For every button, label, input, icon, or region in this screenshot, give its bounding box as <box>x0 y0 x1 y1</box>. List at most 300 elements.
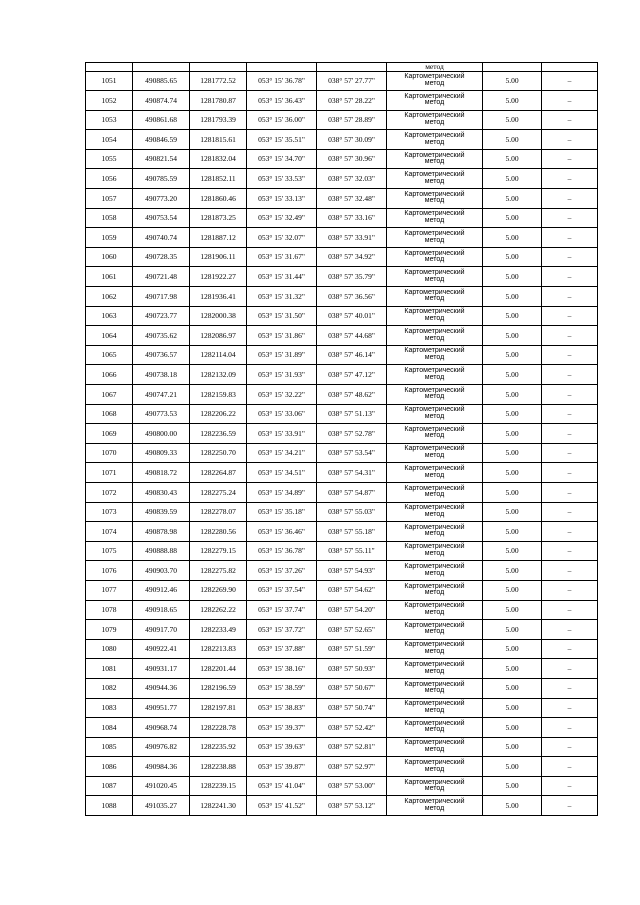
accuracy-cell: 5.00 <box>483 130 542 150</box>
method-line: Картометрический <box>404 621 465 629</box>
method-cell <box>387 600 483 620</box>
longitude-cell: 038° 57' 55.03" <box>317 502 387 522</box>
method-line: Картометрический <box>404 73 465 81</box>
longitude-cell: 038° 57' 53.54" <box>317 443 387 463</box>
method-cell <box>387 757 483 777</box>
note-cell: – <box>542 404 598 424</box>
x-coordinate-cell: 490903.70 <box>133 561 190 581</box>
accuracy-cell: 5.00 <box>483 580 542 600</box>
longitude-cell: 038° 57' 50.74" <box>317 698 387 718</box>
accuracy-cell: 5.00 <box>483 169 542 189</box>
x-coordinate-cell <box>133 63 190 72</box>
latitude-cell: 053° 15' 33.91" <box>247 424 317 444</box>
method-line: Картометрический <box>404 92 465 100</box>
method-line: метод <box>424 471 445 479</box>
table-row <box>86 737 598 757</box>
point-number-cell: 1069 <box>86 424 133 444</box>
y-coordinate-cell: 1282228.78 <box>190 718 247 738</box>
y-coordinate-cell: 1282262.22 <box>190 600 247 620</box>
latitude-cell: 053° 15' 36.78" <box>247 71 317 91</box>
accuracy-cell: 5.00 <box>483 737 542 757</box>
note-cell: – <box>542 189 598 209</box>
latitude-cell: 053° 15' 38.83" <box>247 698 317 718</box>
latitude-cell: 053° 15' 36.00" <box>247 110 317 130</box>
x-coordinate-cell: 491020.45 <box>133 776 190 796</box>
note-cell: – <box>542 287 598 307</box>
longitude-cell: 038° 57' 33.91" <box>317 228 387 248</box>
accuracy-cell: 5.00 <box>483 110 542 130</box>
accuracy-cell: 5.00 <box>483 228 542 248</box>
latitude-cell: 053° 15' 31.86" <box>247 326 317 346</box>
note-cell: – <box>542 306 598 326</box>
note-cell: – <box>542 149 598 169</box>
method-line: метод <box>424 530 445 538</box>
method-cell <box>387 541 483 561</box>
point-number-cell: 1075 <box>86 541 133 561</box>
note-cell: – <box>542 600 598 620</box>
longitude-cell: 038° 57' 30.09" <box>317 130 387 150</box>
table-row <box>86 776 598 796</box>
table-row <box>86 130 598 150</box>
note-cell: – <box>542 169 598 189</box>
note-cell: – <box>542 522 598 542</box>
method-line: метод <box>424 236 445 244</box>
method-cell <box>387 502 483 522</box>
table-row <box>86 149 598 169</box>
accuracy-cell: 5.00 <box>483 326 542 346</box>
longitude-cell: 038° 57' 32.48" <box>317 189 387 209</box>
method-line: Картометрический <box>404 582 465 590</box>
longitude-cell: 038° 57' 51.13" <box>317 404 387 424</box>
method-line: Картометрический <box>404 778 465 786</box>
y-coordinate-cell: 1281780.87 <box>190 91 247 111</box>
accuracy-cell: 5.00 <box>483 639 542 659</box>
method-cell <box>387 580 483 600</box>
note-cell: – <box>542 385 598 405</box>
point-number-cell: 1052 <box>86 91 133 111</box>
longitude-cell: 038° 57' 28.22" <box>317 91 387 111</box>
latitude-cell: 053° 15' 33.53" <box>247 169 317 189</box>
latitude-cell: 053° 15' 38.59" <box>247 678 317 698</box>
latitude-cell: 053° 15' 34.21" <box>247 443 317 463</box>
accuracy-cell: 5.00 <box>483 541 542 561</box>
y-coordinate-cell: 1281873.25 <box>190 208 247 228</box>
method-line: метод <box>424 412 445 420</box>
method-line: метод <box>424 393 445 401</box>
table-row <box>86 169 598 189</box>
method-cell <box>387 424 483 444</box>
note-cell: – <box>542 502 598 522</box>
method-line: метод <box>424 216 445 224</box>
y-coordinate-cell: 1281815.61 <box>190 130 247 150</box>
y-coordinate-cell: 1282275.24 <box>190 482 247 502</box>
method-line: метод <box>424 687 445 695</box>
y-coordinate-cell: 1281922.27 <box>190 267 247 287</box>
method-line: Картометрический <box>404 523 465 531</box>
longitude-cell: 038° 57' 52.81" <box>317 737 387 757</box>
point-number-cell: 1066 <box>86 365 133 385</box>
method-cell <box>387 169 483 189</box>
accuracy-cell: 5.00 <box>483 522 542 542</box>
table-row <box>86 345 598 365</box>
x-coordinate-cell: 490800.00 <box>133 424 190 444</box>
point-number-cell <box>86 63 133 72</box>
table-row <box>86 267 598 287</box>
latitude-cell: 053° 15' 31.50" <box>247 306 317 326</box>
table-row <box>86 639 598 659</box>
accuracy-cell: 5.00 <box>483 561 542 581</box>
accuracy-cell: 5.00 <box>483 345 542 365</box>
x-coordinate-cell: 490738.18 <box>133 365 190 385</box>
point-number-cell: 1081 <box>86 659 133 679</box>
method-line: Картометрический <box>404 131 465 139</box>
method-cell <box>387 189 483 209</box>
x-coordinate-cell: 490861.68 <box>133 110 190 130</box>
note-cell: – <box>542 659 598 679</box>
longitude-cell: 038° 57' 35.79" <box>317 267 387 287</box>
y-coordinate-cell: 1282132.09 <box>190 365 247 385</box>
x-coordinate-cell: 490773.53 <box>133 404 190 424</box>
note-cell: – <box>542 130 598 150</box>
y-coordinate-cell: 1281832.04 <box>190 149 247 169</box>
table-row <box>86 424 598 444</box>
x-coordinate-cell: 490888.88 <box>133 541 190 561</box>
method-cell <box>387 796 483 816</box>
longitude-cell: 038° 57' 47.12" <box>317 365 387 385</box>
accuracy-cell: 5.00 <box>483 482 542 502</box>
note-cell: – <box>542 757 598 777</box>
point-number-cell: 1071 <box>86 463 133 483</box>
note-cell: – <box>542 796 598 816</box>
latitude-cell: 053° 15' 36.43" <box>247 91 317 111</box>
method-cell <box>387 718 483 738</box>
method-cell <box>387 639 483 659</box>
accuracy-cell: 5.00 <box>483 306 542 326</box>
x-coordinate-cell: 490839.59 <box>133 502 190 522</box>
note-cell: – <box>542 345 598 365</box>
method-line: метод <box>424 569 445 577</box>
x-coordinate-cell: 490984.36 <box>133 757 190 777</box>
method-line: Картометрический <box>404 680 465 688</box>
accuracy-cell: 5.00 <box>483 385 542 405</box>
method-line: Картометрический <box>404 543 465 551</box>
method-line: Картометрический <box>404 249 465 257</box>
method-cell <box>387 130 483 150</box>
latitude-cell: 053° 15' 34.70" <box>247 149 317 169</box>
method-line: Картометрический <box>404 327 465 335</box>
method-line: метод <box>424 804 445 812</box>
longitude-cell: 038° 57' 50.67" <box>317 678 387 698</box>
accuracy-cell: 5.00 <box>483 404 542 424</box>
method-cell <box>387 287 483 307</box>
note-cell: – <box>542 776 598 796</box>
method-line: Картометрический <box>404 171 465 179</box>
longitude-cell: 038° 57' 28.89" <box>317 110 387 130</box>
table-row <box>86 110 598 130</box>
method-line: метод <box>424 745 445 753</box>
accuracy-cell: 5.00 <box>483 71 542 91</box>
method-line: Картометрический <box>404 563 465 570</box>
table-row <box>86 620 598 640</box>
y-coordinate-cell: 1282114.04 <box>190 345 247 365</box>
table-row <box>86 541 598 561</box>
latitude-cell: 053° 15' 41.52" <box>247 796 317 816</box>
point-number-cell: 1086 <box>86 757 133 777</box>
point-number-cell: 1073 <box>86 502 133 522</box>
method-line: метод <box>424 589 445 597</box>
method-line: Картометрический <box>404 602 465 610</box>
longitude-cell: 038° 57' 54.87" <box>317 482 387 502</box>
point-number-cell: 1056 <box>86 169 133 189</box>
y-coordinate-cell: 1282197.81 <box>190 698 247 718</box>
method-line: метод <box>424 452 445 460</box>
table-row <box>86 678 598 698</box>
accuracy-cell: 5.00 <box>483 247 542 267</box>
note-cell: – <box>542 620 598 640</box>
point-number-cell: 1057 <box>86 189 133 209</box>
method-cell <box>387 463 483 483</box>
x-coordinate-cell: 490753.54 <box>133 208 190 228</box>
longitude-cell: 038° 57' 52.42" <box>317 718 387 738</box>
accuracy-cell: 5.00 <box>483 620 542 640</box>
x-coordinate-cell: 490740.74 <box>133 228 190 248</box>
table-row <box>86 698 598 718</box>
latitude-cell: 053° 15' 32.07" <box>247 228 317 248</box>
longitude-cell: 038° 57' 50.93" <box>317 659 387 679</box>
method-cell <box>387 698 483 718</box>
latitude-cell: 053° 15' 31.67" <box>247 247 317 267</box>
accuracy-cell: 5.00 <box>483 91 542 111</box>
method-line: Картометрический <box>404 190 465 198</box>
latitude-cell: 053° 15' 31.32" <box>247 287 317 307</box>
y-coordinate-cell: 1282239.15 <box>190 776 247 796</box>
accuracy-cell: 5.00 <box>483 659 542 679</box>
longitude-cell: 038° 57' 32.03" <box>317 169 387 189</box>
method-line: метод <box>424 491 445 499</box>
method-line: метод <box>424 550 445 558</box>
method-cell <box>387 326 483 346</box>
method-line: метод <box>424 726 445 734</box>
longitude-cell <box>317 63 387 72</box>
longitude-cell: 038° 57' 54.31" <box>317 463 387 483</box>
longitude-cell: 038° 57' 33.16" <box>317 208 387 228</box>
method-line: метод <box>424 354 445 362</box>
method-line: метод <box>424 510 445 518</box>
method-line: Картометрический <box>404 719 465 727</box>
y-coordinate-cell: 1282278.07 <box>190 502 247 522</box>
x-coordinate-cell: 490728.35 <box>133 247 190 267</box>
y-coordinate-cell: 1281860.46 <box>190 189 247 209</box>
table-row <box>86 463 598 483</box>
method-line: Картометрический <box>404 758 465 766</box>
y-coordinate-cell: 1281772.52 <box>190 71 247 91</box>
method-line: Картометрический <box>404 269 465 277</box>
point-number-cell: 1064 <box>86 326 133 346</box>
method-cell <box>387 561 483 581</box>
point-number-cell: 1083 <box>86 698 133 718</box>
table-row <box>86 91 598 111</box>
note-cell: – <box>542 267 598 287</box>
longitude-cell: 038° 57' 40.01" <box>317 306 387 326</box>
note-cell: – <box>542 718 598 738</box>
method-line: метод <box>424 275 445 283</box>
method-line: метод <box>424 314 445 322</box>
longitude-cell: 038° 57' 36.56" <box>317 287 387 307</box>
longitude-cell: 038° 57' 54.93" <box>317 561 387 581</box>
method-line: метод <box>424 197 445 205</box>
method-cell <box>387 659 483 679</box>
method-line: Картометрический <box>404 700 465 708</box>
accuracy-cell: 5.00 <box>483 365 542 385</box>
note-cell: – <box>542 208 598 228</box>
accuracy-cell: 5.00 <box>483 600 542 620</box>
note-cell: – <box>542 71 598 91</box>
method-cell <box>387 345 483 365</box>
method-line: Картометрический <box>404 660 465 668</box>
point-number-cell: 1058 <box>86 208 133 228</box>
x-coordinate-cell: 490976.82 <box>133 737 190 757</box>
y-coordinate-cell: 1282000.38 <box>190 306 247 326</box>
table-row <box>86 287 598 307</box>
latitude-cell: 053° 15' 31.93" <box>247 365 317 385</box>
table-row <box>86 757 598 777</box>
point-number-cell: 1072 <box>86 482 133 502</box>
method-line: Картометрический <box>404 484 465 492</box>
accuracy-cell: 5.00 <box>483 463 542 483</box>
longitude-cell: 038° 57' 53.00" <box>317 776 387 796</box>
point-number-cell: 1070 <box>86 443 133 463</box>
method-cell <box>387 620 483 640</box>
point-number-cell: 1087 <box>86 776 133 796</box>
x-coordinate-cell: 490735.62 <box>133 326 190 346</box>
note-cell: – <box>542 580 598 600</box>
note-cell: – <box>542 326 598 346</box>
accuracy-cell: 5.00 <box>483 149 542 169</box>
method-line: Картометрический <box>404 406 465 414</box>
method-line: Картометрический <box>404 641 465 649</box>
method-cell <box>387 443 483 463</box>
accuracy-cell: 5.00 <box>483 776 542 796</box>
accuracy-cell: 5.00 <box>483 189 542 209</box>
accuracy-cell: 5.00 <box>483 443 542 463</box>
table-row <box>86 385 598 405</box>
x-coordinate-cell: 491035.27 <box>133 796 190 816</box>
table-row <box>86 63 598 72</box>
y-coordinate-cell: 1282236.59 <box>190 424 247 444</box>
coordinates-table <box>85 62 598 816</box>
y-coordinate-cell: 1282159.83 <box>190 385 247 405</box>
method-line: Картометрический <box>404 798 465 806</box>
method-cell <box>387 385 483 405</box>
latitude-cell: 053° 15' 37.72" <box>247 620 317 640</box>
y-coordinate-cell: 1282269.90 <box>190 580 247 600</box>
latitude-cell: 053° 15' 37.54" <box>247 580 317 600</box>
y-coordinate-cell: 1282264.87 <box>190 463 247 483</box>
method-line: Картометрический <box>404 465 465 473</box>
table-row <box>86 482 598 502</box>
longitude-cell: 038° 57' 48.62" <box>317 385 387 405</box>
y-coordinate-cell: 1282086.97 <box>190 326 247 346</box>
method-line: метод <box>424 138 445 146</box>
table-row <box>86 561 598 581</box>
x-coordinate-cell: 490918.65 <box>133 600 190 620</box>
table-row <box>86 796 598 816</box>
method-line: Картометрический <box>404 229 465 237</box>
method-line: Картометрический <box>404 739 465 747</box>
latitude-cell: 053° 15' 33.13" <box>247 189 317 209</box>
table-row <box>86 659 598 679</box>
table-row <box>86 326 598 346</box>
method-line: метод <box>424 256 445 264</box>
note-cell: – <box>542 541 598 561</box>
method-line: Картометрический <box>404 386 465 394</box>
method-line: метод <box>424 608 445 616</box>
latitude-cell <box>247 63 317 72</box>
latitude-cell: 053° 15' 34.51" <box>247 463 317 483</box>
x-coordinate-cell: 490931.17 <box>133 659 190 679</box>
note-cell: – <box>542 678 598 698</box>
point-number-cell: 1065 <box>86 345 133 365</box>
method-line: метод <box>424 158 445 166</box>
method-cell <box>387 91 483 111</box>
accuracy-cell: 5.00 <box>483 796 542 816</box>
method-line: метод <box>424 177 445 185</box>
latitude-cell: 053° 15' 35.18" <box>247 502 317 522</box>
note-cell: – <box>542 247 598 267</box>
method-line: метод <box>424 706 445 714</box>
point-number-cell: 1055 <box>86 149 133 169</box>
y-coordinate-cell: 1282206.22 <box>190 404 247 424</box>
point-number-cell: 1085 <box>86 737 133 757</box>
method-line: метод <box>424 648 445 656</box>
method-line: Картометрический <box>404 367 465 375</box>
x-coordinate-cell: 490968.74 <box>133 718 190 738</box>
method-line: метод <box>424 118 445 126</box>
accuracy-cell: 5.00 <box>483 698 542 718</box>
accuracy-cell: 5.00 <box>483 424 542 444</box>
longitude-cell: 038° 57' 30.96" <box>317 149 387 169</box>
method-line: метод <box>424 295 445 303</box>
latitude-cell: 053° 15' 38.16" <box>247 659 317 679</box>
point-number-cell: 1060 <box>86 247 133 267</box>
latitude-cell: 053° 15' 31.89" <box>247 345 317 365</box>
method-cell <box>387 737 483 757</box>
method-cell <box>387 267 483 287</box>
point-number-cell: 1077 <box>86 580 133 600</box>
accuracy-cell: 5.00 <box>483 757 542 777</box>
x-coordinate-cell: 490747.21 <box>133 385 190 405</box>
longitude-cell: 038° 57' 46.14" <box>317 345 387 365</box>
y-coordinate-cell: 1282280.56 <box>190 522 247 542</box>
method-line: метод <box>424 373 445 381</box>
accuracy-cell: 5.00 <box>483 287 542 307</box>
method-line: Картометрический <box>404 347 465 355</box>
latitude-cell: 053° 15' 39.37" <box>247 718 317 738</box>
x-coordinate-cell: 490821.54 <box>133 149 190 169</box>
method-cell <box>387 110 483 130</box>
note-cell <box>542 63 598 72</box>
table-row <box>86 71 598 91</box>
method-cell <box>387 208 483 228</box>
point-number-cell: 1080 <box>86 639 133 659</box>
method-cell <box>387 365 483 385</box>
point-number-cell: 1051 <box>86 71 133 91</box>
accuracy-cell: 5.00 <box>483 208 542 228</box>
longitude-cell: 038° 57' 52.78" <box>317 424 387 444</box>
y-coordinate-cell: 1282201.44 <box>190 659 247 679</box>
y-coordinate-cell <box>190 63 247 72</box>
point-number-cell: 1059 <box>86 228 133 248</box>
